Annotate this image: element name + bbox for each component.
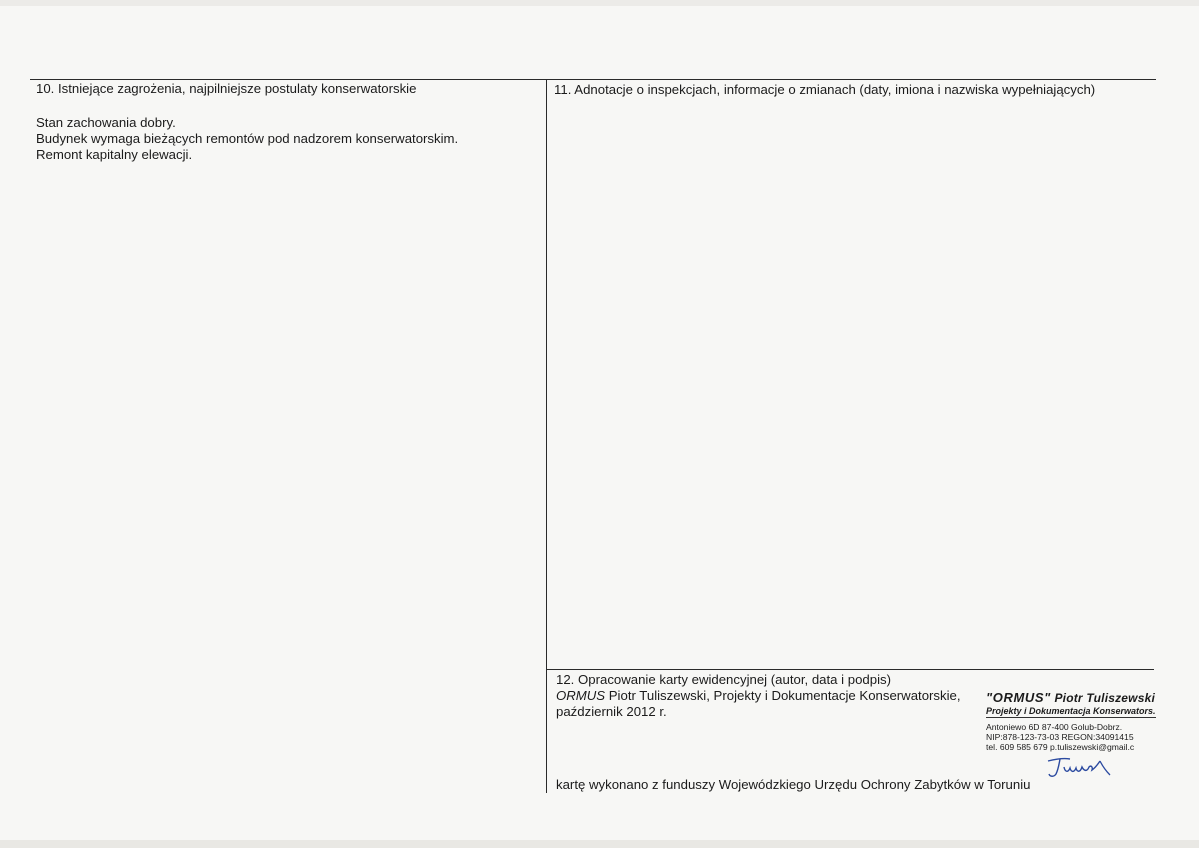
stamp-contact: tel. 609 585 679 p.tuliszewski@gmail.c <box>986 742 1135 752</box>
column-divider <box>546 79 547 793</box>
stamp-title <box>986 690 1156 705</box>
stamp-ids: NIP:878-123-73-03 REGON:34091415 <box>986 732 1134 742</box>
scan-edge-top <box>0 0 1199 6</box>
company-stamp <box>986 690 1156 752</box>
section12-author <box>556 688 961 704</box>
section12-footer: kartę wykonano z funduszy Wojewódzkiego Urzędu Ochrony Zabytków w Toruniu <box>556 777 1031 792</box>
handwritten-signature <box>1040 755 1114 781</box>
stamp-address: Antoniewo 6D 87-400 Golub-Dobrz. <box>986 722 1123 732</box>
section12-top-border <box>546 669 1154 670</box>
stamp-brand: "ORMUS" <box>986 690 1051 705</box>
section12-date: październik 2012 r. <box>556 704 667 719</box>
author-brand: ORMUS <box>556 688 606 703</box>
author-rest: Piotr Tuliszewski, Projekty i Dokumentacje Konserwatorskie, <box>605 688 961 703</box>
scan-edge-bottom <box>0 840 1199 848</box>
table-top-border <box>30 79 1156 80</box>
section12-heading: 12. Opracowanie karty ewidencyjnej (autor, data i podpis) <box>556 672 891 687</box>
section10-heading: 10. Istniejące zagrożenia, najpilniejsze postulaty konserwatorskie <box>36 81 417 96</box>
stamp-subtitle: Projekty i Dokumentacja Konserwators. <box>986 706 1156 716</box>
stamp-name: Piotr Tuliszewski <box>1050 691 1155 705</box>
section10-line-2: Budynek wymaga bieżących remontów pod nadzorem konserwatorskim. <box>36 131 459 146</box>
section11-heading: 11. Adnotacje o inspekcjach, informacje o zmianach (daty, imiona i nazwiska wypełniających) <box>554 82 1096 97</box>
section10-line-1: Stan zachowania dobry. <box>36 115 176 130</box>
section10-line-3: Remont kapitalny elewacji. <box>36 147 193 162</box>
